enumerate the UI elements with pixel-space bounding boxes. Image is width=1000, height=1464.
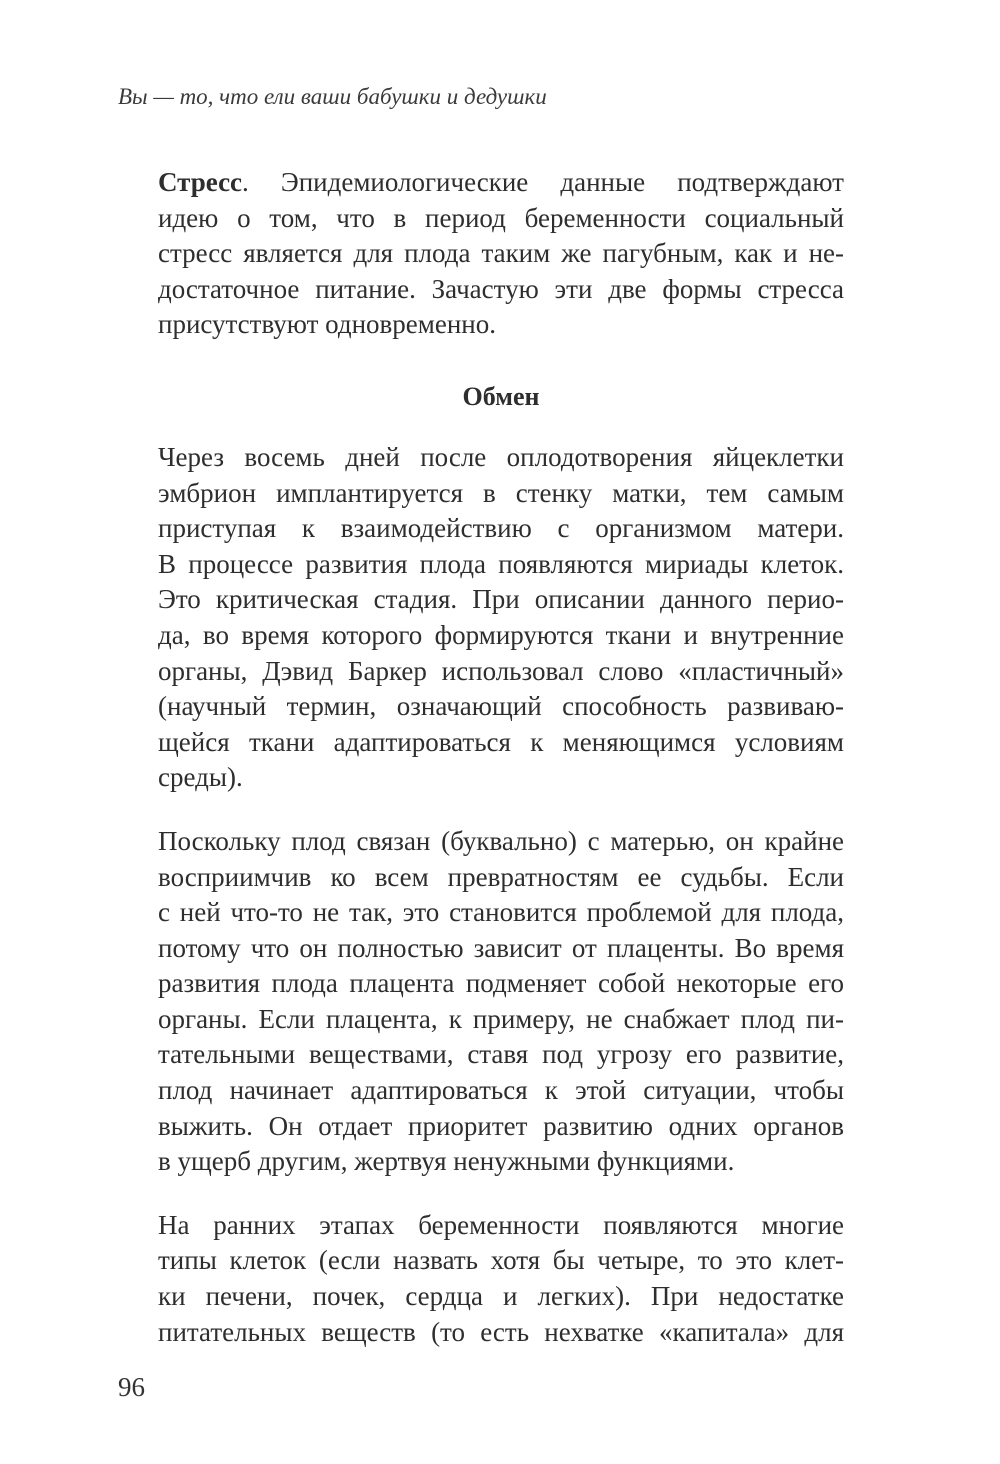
text-line: выжить. Он отдает приоритет развитию одних органов bbox=[158, 1110, 844, 1141]
text-line: с ней что-то не так, это становится проблемой для плода, bbox=[158, 897, 844, 928]
text-line: среды). bbox=[158, 762, 243, 793]
text-line: потому что он полностью зависит от плаценты. Во время bbox=[158, 932, 844, 963]
text-line: достаточное питание. Зачастую эти две формы стресса bbox=[158, 273, 844, 304]
text-line-rest: . Эпидемиологические данные подтверждают bbox=[242, 167, 844, 197]
text-line: идею о том, что в период беременности социальный bbox=[158, 202, 844, 233]
text-line: восприимчив ко всем превратностям ее судьбы. Если bbox=[158, 861, 844, 892]
text-line: типы клеток (если назвать хотя бы четыре, то это клет- bbox=[158, 1245, 844, 1276]
paragraph-3 bbox=[158, 1208, 844, 1350]
paragraph-stress bbox=[158, 165, 844, 343]
text-line: в ущерб другим, жертвуя ненужными функциями. bbox=[158, 1146, 735, 1177]
text-line: Это критическая стадия. При описании данного перио- bbox=[158, 584, 844, 615]
section-heading: Обмен bbox=[462, 381, 540, 411]
text-line: стресс является для плода таким же пагубным, как и не- bbox=[158, 238, 844, 269]
text-line: На ранних этапах беременности появляются многие bbox=[158, 1209, 844, 1240]
text-line: эмбрион имплантируется в стенку матки, тем самым bbox=[158, 477, 844, 508]
page-number: 96 bbox=[118, 1372, 145, 1402]
text-line: Поскольку плод связан (буквально) с матерью, он крайне bbox=[158, 825, 844, 856]
text-line: тательными веществами, ставя под угрозу его развитие, bbox=[158, 1039, 844, 1070]
text-line: В процессе развития плода появляются мириады клеток. bbox=[158, 548, 844, 579]
text-line: ки печени, почек, сердца и легких). При недостатке bbox=[158, 1281, 844, 1312]
running-head: Вы — то, что ели ваши бабушки и дедушки bbox=[118, 84, 547, 109]
page-body bbox=[158, 165, 844, 1350]
text-line: щейся ткани адаптироваться к меняющимся условиям bbox=[158, 726, 844, 757]
paragraph-1 bbox=[158, 440, 844, 796]
text-line: питательных веществ (то есть нехватке «капитала» для bbox=[158, 1316, 844, 1347]
text-line: плод начинает адаптироваться к этой ситуации, чтобы bbox=[158, 1075, 844, 1106]
text-line: органы, Дэвид Баркер использовал слово «пластичный» bbox=[158, 655, 844, 686]
paragraph-lead-term: Стресс bbox=[158, 167, 243, 197]
text-line: Через восемь дней после оплодотворения яйцеклетки bbox=[158, 441, 844, 472]
text-line: приступая к взаимодействию с организмом матери. bbox=[158, 513, 844, 544]
text-line: (научный термин, означающий способность развиваю- bbox=[158, 691, 844, 722]
paragraph-2 bbox=[158, 824, 844, 1180]
text-line: органы. Если плацента, к примеру, не снабжает плод пи- bbox=[158, 1003, 844, 1034]
text-line: развития плода плацента подменяет собой некоторые его bbox=[158, 968, 844, 999]
text-line: да, во время которого формируются ткани и внутренние bbox=[158, 619, 844, 650]
text-line: присутствуют одновременно. bbox=[158, 309, 496, 340]
text-line bbox=[158, 165, 844, 201]
